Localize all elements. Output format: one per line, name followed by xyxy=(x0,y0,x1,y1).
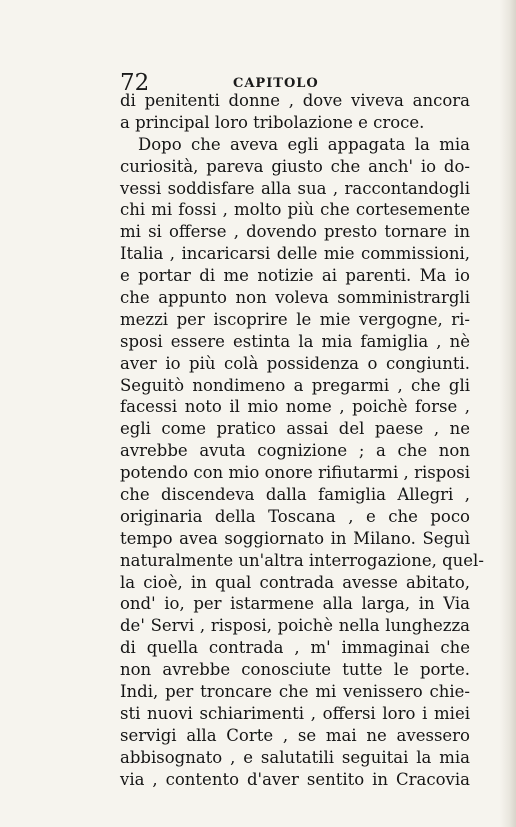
page-number: 72 xyxy=(120,70,150,96)
text-line: ond' io, per istarmene alla larga, in Via xyxy=(120,594,470,614)
page-spine-shadow xyxy=(500,0,516,827)
text-line: che discendeva dalla famiglia Allegri , xyxy=(120,485,470,505)
text-line: originaria della Toscana , e che poco xyxy=(120,506,470,526)
text-line: sti nuovi schiarimenti , offersi loro i miei xyxy=(120,703,470,723)
text-line: Dopo che aveva egli appagata la mia xyxy=(138,134,470,154)
text-line: abbisognato , e salutatili seguitai la mia xyxy=(120,747,470,767)
text-line: a principal loro tribolazione e croce. xyxy=(120,112,425,132)
text-line: avrebbe avuta cognizione ; a che non xyxy=(120,441,470,461)
text-line: mi si offerse , dovendo presto tornare in xyxy=(120,222,470,242)
text-line: egli come pratico assai del paese , ne xyxy=(120,419,470,439)
text-line: Seguitò nondimeno a pregarmi , che gli xyxy=(120,375,470,395)
text-line: mezzi per iscoprire le mie vergogne, ri- xyxy=(120,309,470,329)
text-line: che appunto non voleva somministrargli xyxy=(120,288,470,308)
text-line: via , contento d'aver sentito in Cracovia xyxy=(120,769,470,789)
text-line: e portar di me notizie ai parenti. Ma io xyxy=(120,266,470,286)
running-head: CAPITOLO xyxy=(233,76,319,91)
body-text xyxy=(120,90,484,791)
text-line: non avrebbe conosciute tutte le porte. xyxy=(120,660,470,680)
text-line: servigi alla Corte , se mai ne avessero xyxy=(120,725,470,745)
text-line: Italia , incaricarsi delle mie commissioni, xyxy=(120,244,470,264)
text-line: sposi essere estinta la mia famiglia , nè xyxy=(120,331,470,351)
text-line: Indi, per troncare che mi venissero chie- xyxy=(120,682,470,702)
text-line: di penitenti donne , dove viveva ancora xyxy=(120,91,470,110)
text-line: tempo avea soggiornato in Milano. Seguì xyxy=(120,528,470,548)
text-line: naturalmente un'altra interrogazione, quel- xyxy=(120,550,484,570)
text-line: potendo con mio onore rifiutarmi , risposi xyxy=(120,463,470,483)
text-line: chi mi fossi , molto più che cortesemente xyxy=(120,200,470,220)
text-line: vessi soddisfare alla sua , raccontandogli xyxy=(120,178,470,198)
text-line: de' Servi , risposi, poichè nella lunghezza xyxy=(120,616,470,636)
text-line: facessi noto il mio nome , poichè forse , xyxy=(120,397,470,417)
text-line: aver io più colà possidenza o congiunti. xyxy=(120,353,470,373)
text-line: curiosità, pareva giusto che anch' io do- xyxy=(120,156,470,176)
text-line: di quella contrada , m' immaginai che xyxy=(120,638,470,658)
text-line: la cioè, in qual contrada avesse abitato, xyxy=(120,572,470,592)
